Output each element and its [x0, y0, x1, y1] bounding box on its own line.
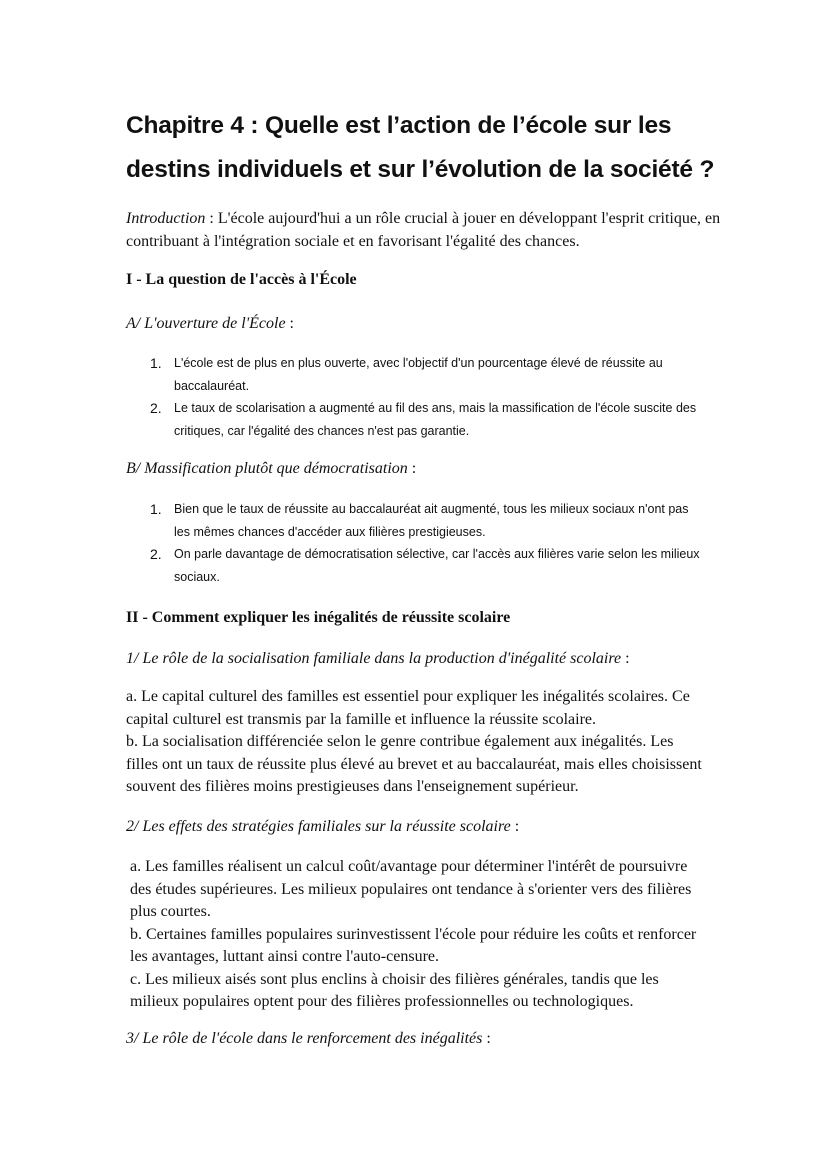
subsection-3-colon: : — [482, 1030, 491, 1047]
section-1-heading: I - La question de l'accès à l'École — [126, 271, 357, 288]
paragraph-item: c. Les milieux aisés sont plus enclins à choisir des filières générales, tandis que les milieux populaires optent pour des filières professionnelles ou technologiques. — [130, 970, 659, 1010]
list-item — [126, 498, 706, 543]
list-item-number: 2. — [150, 400, 162, 416]
list-item — [126, 397, 706, 442]
paragraph-item: b. Certaines familles populaires surinvestissent l'école pour réduire les coûts et renforcer les avantages, luttant ainsi contre l'auto-censure. — [130, 925, 697, 965]
section-2-heading: II - Comment expliquer les inégalités de réussite scolaire — [126, 609, 511, 626]
paragraph-item: b. La socialisation différenciée selon le genre contribue également aux inégalités. Les filles ont un taux de réussite plus élevé au brevet et au baccalauréat, mais elles choisissent souvent des filières moins prestigieuses dans l'enseignement supérieur. — [126, 733, 702, 795]
subsection-2-heading — [126, 818, 519, 836]
list-item — [126, 543, 706, 588]
paragraph-item: a. Le capital culturel des familles est essentiel pour expliquer les inégalités scolaires. Ce capital culturel est transmis par la famille et influence la réussite scolaire. — [126, 688, 690, 728]
list-item-text: On parle davantage de démocratisation sélective, car l'accès aux filières varie selon les milieux sociaux. — [174, 547, 700, 584]
introduction-paragraph — [126, 207, 726, 253]
list-item-text: Bien que le taux de réussite au baccalauréat ait augmenté, tous les milieux sociaux n'ont pas les mêmes chances d'accéder aux filières prestigieuses. — [174, 502, 689, 539]
subsection-3-title: 3/ Le rôle de l'école dans le renforcement des inégalités — [126, 1030, 483, 1047]
introduction-text: : L'école aujourd'hui a un rôle crucial à jouer en développant l'esprit critique, en contribuant à l'intégration sociale et en favorisant l'égalité des chances. — [126, 210, 721, 250]
paragraph-item: a. Les familles réalisent un calcul coût/avantage pour déterminer l'intérêt de poursuivre des études supérieures. Les milieux populaires ont tendance à s'orienter vers des filières plus courtes. — [130, 858, 692, 920]
subsection-3-heading — [126, 1030, 491, 1048]
subsection-b-title: B/ Massification plutôt que démocratisation — [126, 460, 408, 477]
chapter-title — [126, 104, 746, 192]
list-item-text: L'école est de plus en plus ouverte, avec l'objectif d'un pourcentage élevé de réussite au baccalauréat. — [174, 356, 663, 393]
list-item — [126, 352, 706, 397]
subsection-a-colon: : — [285, 315, 294, 332]
subsection-2-colon: : — [510, 818, 520, 835]
list-item-number: 1. — [150, 501, 162, 517]
subsection-b-colon: : — [407, 460, 417, 477]
subsection-1-colon: : — [621, 650, 630, 667]
subsection-2-body — [126, 856, 706, 1014]
chapter-title-line-1: Chapitre 4 : Quelle est l’action de l’école sur les — [126, 112, 672, 139]
subsection-2-title: 2/ Les effets des stratégies familiales sur la réussite scolaire — [126, 818, 511, 835]
subsection-1-title: 1/ Le rôle de la socialisation familiale dans la production d'inégalité scolaire — [126, 650, 622, 667]
subsection-1-body — [126, 686, 706, 799]
subsection-a-heading — [126, 315, 294, 333]
subsection-b-list — [126, 498, 706, 588]
subsection-1-heading — [126, 650, 630, 668]
chapter-title-line-2: destins individuels et sur l’évolution de la société ? — [126, 156, 715, 183]
subsection-a-list — [126, 352, 706, 442]
introduction-label: Introduction — [126, 210, 206, 227]
subsection-a-title: A/ L'ouverture de l'École — [126, 315, 286, 332]
list-item-number: 1. — [150, 355, 162, 371]
subsection-b-heading — [126, 460, 416, 478]
list-item-text: Le taux de scolarisation a augmenté au fil des ans, mais la massification de l'école suscite des critiques, car l'égalité des chances n'est pas garantie. — [174, 401, 697, 438]
list-item-number: 2. — [150, 546, 162, 562]
